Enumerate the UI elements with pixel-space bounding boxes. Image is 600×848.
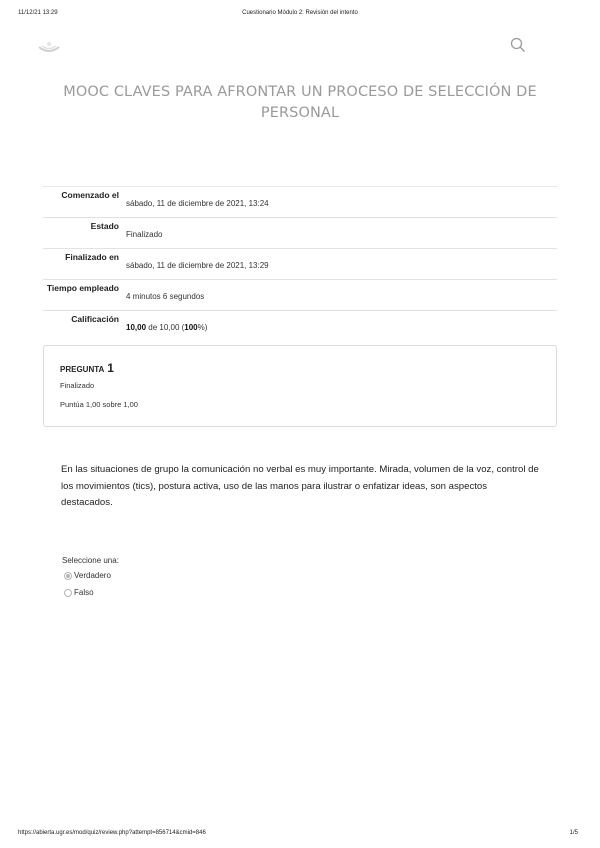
question-number-value: 1 — [107, 361, 114, 375]
question-label: PREGUNTA — [60, 365, 105, 374]
time-value: 4 minutos 6 segundos — [126, 292, 205, 301]
option-label-verdadero: Verdadero — [74, 571, 111, 580]
grade-percent: 100 — [184, 323, 198, 332]
question-text: En las situaciones de grupo la comunicación no verbal es muy importante. Mirada, volumen de la voz, control de los movimientos (tics), postura activa, uso de las manos para ilustrar o enfatizar ideas, son aspectos destacados. — [61, 464, 539, 508]
attempt-summary-table — [43, 186, 557, 341]
print-title: Cuestionario Módulo 2: Revisión del intento — [242, 10, 358, 16]
question-mark: Puntúa 1,00 sobre 1,00 — [60, 400, 138, 409]
summary-row-finished — [43, 248, 557, 279]
question-state: Finalizado — [60, 381, 95, 390]
started-label: Comenzado el — [61, 190, 119, 200]
state-value: Finalizado — [126, 230, 163, 239]
grade-of: de 10,00 ( — [146, 323, 185, 332]
summary-row-started — [43, 186, 557, 217]
course-title: MOOC CLAVES PARA AFRONTAR UN PROCESO DE SELECCIÓN DE PERSONAL — [63, 84, 537, 121]
started-value: sábado, 11 de diciembre de 2021, 13:24 — [126, 199, 269, 208]
radio-verdadero[interactable] — [64, 572, 72, 580]
summary-row-grade — [43, 310, 557, 341]
print-url: https://abierta.ugr.es/mod/quiz/review.php?attempt=856714&cmid=846 — [18, 830, 206, 836]
grade-label: Calificación — [71, 314, 119, 324]
logo-icon[interactable] — [36, 38, 62, 56]
time-label: Tiempo empleado — [46, 283, 119, 293]
state-label: Estado — [90, 221, 119, 231]
option-falso[interactable] — [64, 588, 94, 597]
grade-close: %) — [197, 323, 208, 332]
question-info-box — [43, 345, 557, 427]
summary-row-time — [43, 279, 557, 310]
finished-value: sábado, 11 de diciembre de 2021, 13:29 — [126, 261, 269, 270]
search-icon[interactable] — [510, 37, 526, 53]
radio-falso[interactable] — [64, 589, 72, 597]
print-page-number: 1/5 — [569, 830, 578, 836]
grade-value — [119, 311, 207, 341]
print-date: 11/12/21 13:29 — [18, 10, 58, 16]
answer-prompt: Seleccione una: — [62, 556, 119, 565]
option-verdadero[interactable] — [64, 571, 111, 580]
question-number — [60, 361, 114, 375]
grade-score: 10,00 — [126, 323, 147, 332]
print-header — [0, 10, 600, 20]
finished-label: Finalizado en — [65, 252, 119, 262]
summary-row-state — [43, 217, 557, 248]
option-label-falso: Falso — [74, 588, 94, 597]
